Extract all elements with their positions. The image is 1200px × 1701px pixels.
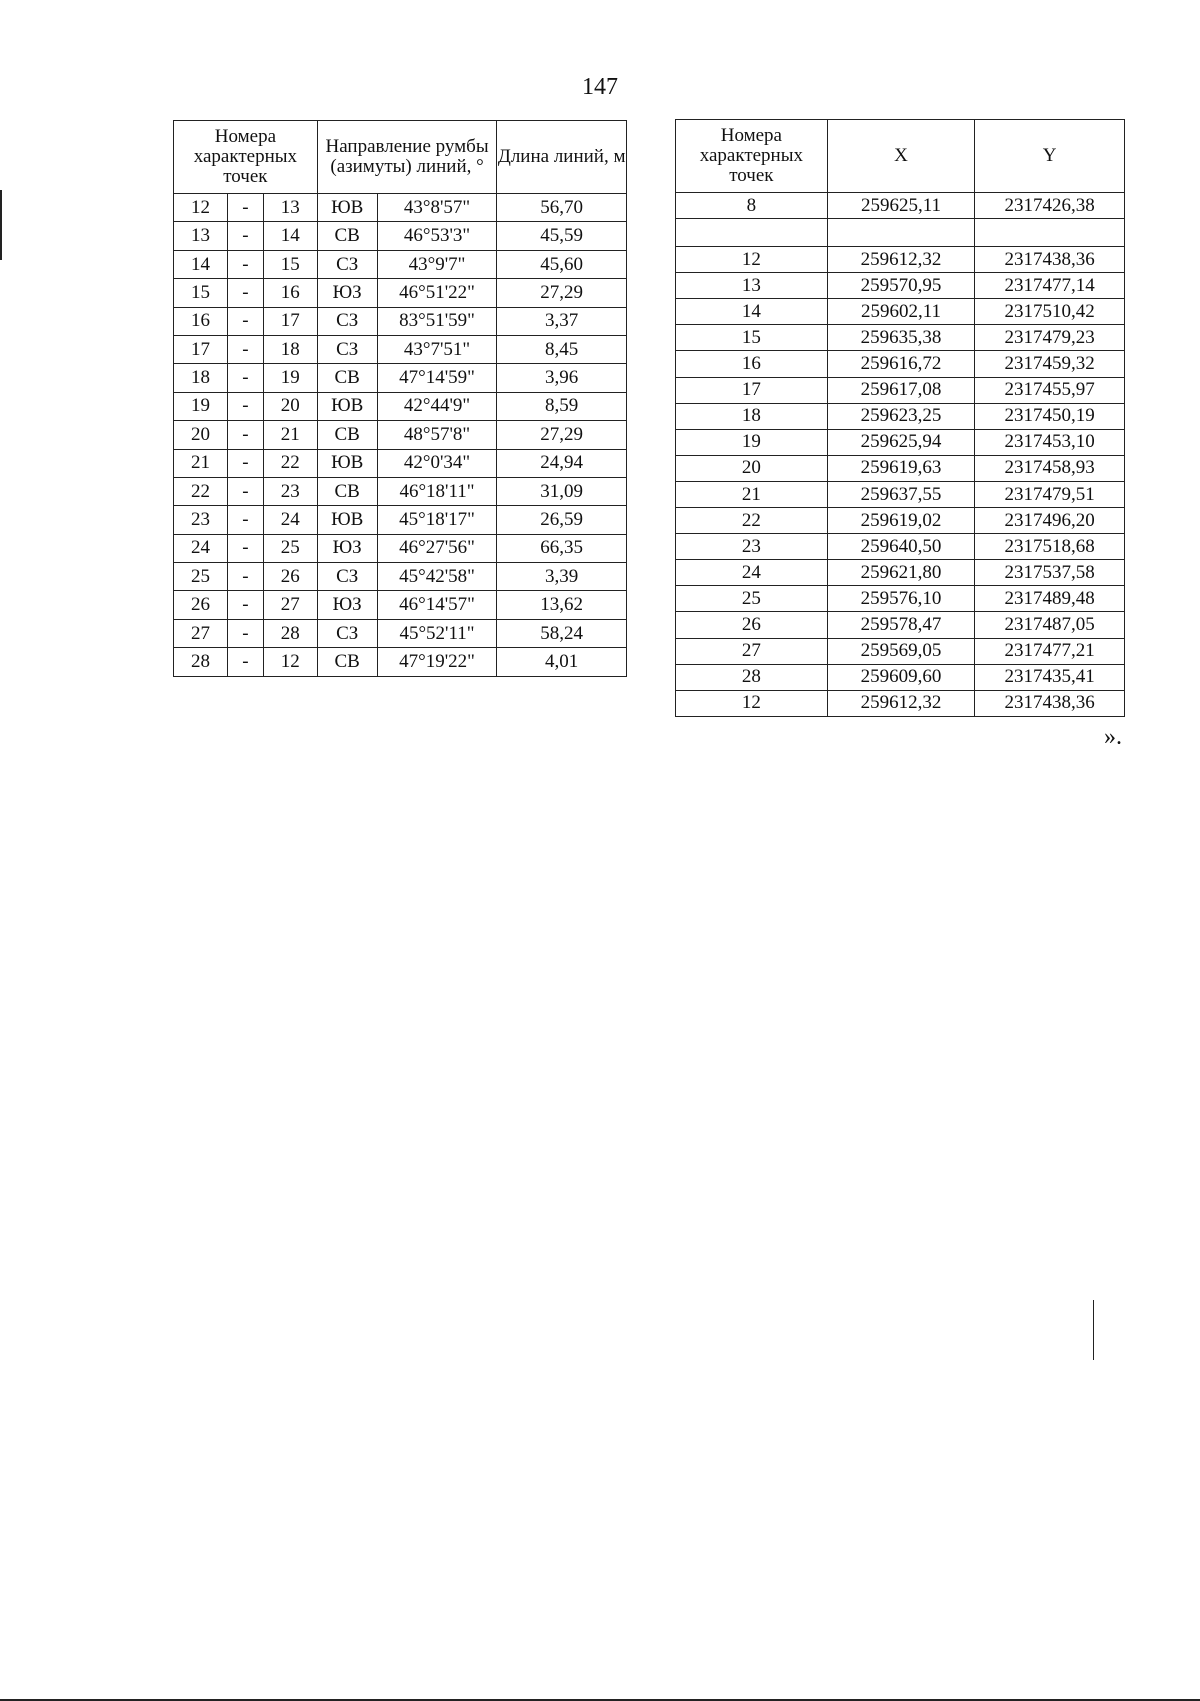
table-row <box>676 273 1125 299</box>
cell-to-point: 22 <box>263 449 317 477</box>
cell-to-point: 17 <box>263 307 317 335</box>
cell-azimuth: 43°7'51" <box>377 335 497 363</box>
cell-x: 259617,08 <box>827 377 975 403</box>
cell-rhumb: ЮВ <box>317 506 377 534</box>
table-row <box>676 299 1125 325</box>
cell-point: 28 <box>676 664 828 690</box>
table-row <box>174 619 627 647</box>
cell-rhumb: СВ <box>317 648 377 676</box>
cell-point: 27 <box>676 638 828 664</box>
cell-length: 66,35 <box>497 534 627 562</box>
cell-x: 259612,32 <box>827 247 975 273</box>
cell-length: 8,59 <box>497 392 627 420</box>
table-row <box>676 455 1125 481</box>
cell-x: 259570,95 <box>827 273 975 299</box>
header-direction: Направление румбы (азимуты) линий, ° <box>317 121 497 194</box>
table-row <box>174 421 627 449</box>
table-row <box>676 377 1125 403</box>
cell-from-point: 18 <box>174 364 228 392</box>
cell-x: 259621,80 <box>827 560 975 586</box>
cell-dash: - <box>227 194 263 222</box>
cell-length: 3,96 <box>497 364 627 392</box>
table-row <box>676 690 1125 716</box>
cell-from-point: 14 <box>174 250 228 278</box>
cell-to-point: 16 <box>263 279 317 307</box>
closing-quote: ». <box>1104 724 1122 750</box>
cell-point: 23 <box>676 534 828 560</box>
cell-y: 2317438,36 <box>975 690 1125 716</box>
cell-point: 17 <box>676 377 828 403</box>
cell-point: 14 <box>676 299 828 325</box>
cell-length: 31,09 <box>497 477 627 505</box>
table-row <box>676 481 1125 507</box>
cell-rhumb: СВ <box>317 477 377 505</box>
cell-rhumb: ЮЗ <box>317 534 377 562</box>
cell-dash: - <box>227 279 263 307</box>
cell-length: 3,39 <box>497 563 627 591</box>
table-row <box>174 591 627 619</box>
cell-from-point: 16 <box>174 307 228 335</box>
table-row <box>174 222 627 250</box>
cell-to-point: 18 <box>263 335 317 363</box>
cell-rhumb: СЗ <box>317 563 377 591</box>
cell-azimuth: 83°51'59" <box>377 307 497 335</box>
cell-dash: - <box>227 534 263 562</box>
table-row <box>174 534 627 562</box>
coordinates-table <box>675 119 1125 717</box>
cell-length: 45,59 <box>497 222 627 250</box>
cell-y: 2317518,68 <box>975 534 1125 560</box>
cell-dash: - <box>227 392 263 420</box>
table-row <box>676 638 1125 664</box>
cell-from-point: 28 <box>174 648 228 676</box>
coordinates-header-row <box>676 120 1125 193</box>
cell-length: 45,60 <box>497 250 627 278</box>
table-row <box>174 477 627 505</box>
cell-dash: - <box>227 619 263 647</box>
cell-y: 2317426,38 <box>975 193 1125 219</box>
cell-y: 2317510,42 <box>975 299 1125 325</box>
page-number: 147 <box>582 74 618 100</box>
cell-from-point: 24 <box>174 534 228 562</box>
cell-y: 2317487,05 <box>975 612 1125 638</box>
cell-to-point: 21 <box>263 421 317 449</box>
cell-dash: - <box>227 307 263 335</box>
table-row <box>676 351 1125 377</box>
cell-from-point: 20 <box>174 421 228 449</box>
scan-edge-right <box>1093 1300 1094 1360</box>
table-row <box>174 364 627 392</box>
cell-length: 27,29 <box>497 421 627 449</box>
cell-y: 2317479,23 <box>975 325 1125 351</box>
cell-to-point: 19 <box>263 364 317 392</box>
cell-x: 259609,60 <box>827 664 975 690</box>
cell-rhumb: СЗ <box>317 250 377 278</box>
cell-point: 19 <box>676 429 828 455</box>
cell-point: 20 <box>676 455 828 481</box>
cell-from-point: 15 <box>174 279 228 307</box>
cell-y: 2317453,10 <box>975 429 1125 455</box>
cell-azimuth: 46°53'3" <box>377 222 497 250</box>
cell-y: 2317479,51 <box>975 481 1125 507</box>
cell-dash: - <box>227 250 263 278</box>
cell-dash: - <box>227 591 263 619</box>
cell-y: 2317455,97 <box>975 377 1125 403</box>
cell-length: 58,24 <box>497 619 627 647</box>
header-point-numbers: Номера характерных точек <box>174 121 318 194</box>
cell-y: 2317435,41 <box>975 664 1125 690</box>
table-row <box>174 307 627 335</box>
cell-rhumb: СЗ <box>317 335 377 363</box>
header-point-numbers: Номера характерных точек <box>676 120 828 193</box>
cell-azimuth: 46°51'22" <box>377 279 497 307</box>
cell-x: 259619,02 <box>827 508 975 534</box>
cell-x: 259635,38 <box>827 325 975 351</box>
cell-point: 21 <box>676 481 828 507</box>
table-row <box>676 664 1125 690</box>
table-row <box>174 563 627 591</box>
cell-rhumb: ЮВ <box>317 392 377 420</box>
cell-azimuth: 48°57'8" <box>377 421 497 449</box>
cell-point: 22 <box>676 508 828 534</box>
table-row <box>676 560 1125 586</box>
cell-dash: - <box>227 648 263 676</box>
table-row <box>174 335 627 363</box>
cell-x <box>827 219 975 247</box>
coordinates-body <box>676 193 1125 717</box>
cell-x: 259640,50 <box>827 534 975 560</box>
table-row <box>676 508 1125 534</box>
cell-dash: - <box>227 364 263 392</box>
cell-to-point: 13 <box>263 194 317 222</box>
table-row <box>174 250 627 278</box>
cell-rhumb: ЮВ <box>317 449 377 477</box>
table-row <box>174 194 627 222</box>
cell-to-point: 14 <box>263 222 317 250</box>
table-row <box>174 279 627 307</box>
table-row <box>174 648 627 676</box>
cell-rhumb: СВ <box>317 421 377 449</box>
cell-x: 259616,72 <box>827 351 975 377</box>
cell-azimuth: 46°14'57" <box>377 591 497 619</box>
cell-rhumb: СЗ <box>317 619 377 647</box>
cell-point: 24 <box>676 560 828 586</box>
cell-y: 2317438,36 <box>975 247 1125 273</box>
table-row <box>676 612 1125 638</box>
cell-point: 15 <box>676 325 828 351</box>
cell-azimuth: 47°19'22" <box>377 648 497 676</box>
scan-edge-left <box>0 190 2 260</box>
cell-azimuth: 43°9'7" <box>377 250 497 278</box>
cell-point: 12 <box>676 690 828 716</box>
cell-dash: - <box>227 563 263 591</box>
cell-to-point: 24 <box>263 506 317 534</box>
cell-to-point: 20 <box>263 392 317 420</box>
cell-rhumb: ЮВ <box>317 194 377 222</box>
cell-rhumb: СЗ <box>317 307 377 335</box>
cell-y: 2317459,32 <box>975 351 1125 377</box>
cell-dash: - <box>227 421 263 449</box>
cell-point: 8 <box>676 193 828 219</box>
table-row <box>676 193 1125 219</box>
table-row <box>676 247 1125 273</box>
cell-x: 259625,11 <box>827 193 975 219</box>
cell-y: 2317537,58 <box>975 560 1125 586</box>
cell-dash: - <box>227 506 263 534</box>
cell-y <box>975 219 1125 247</box>
bearings-body <box>174 194 627 677</box>
table-row <box>174 506 627 534</box>
cell-x: 259625,94 <box>827 429 975 455</box>
table-row <box>676 534 1125 560</box>
bearings-table <box>173 120 627 677</box>
cell-length: 3,37 <box>497 307 627 335</box>
cell-point: 18 <box>676 403 828 429</box>
cell-azimuth: 43°8'57" <box>377 194 497 222</box>
cell-x: 259569,05 <box>827 638 975 664</box>
table-row <box>676 219 1125 247</box>
cell-rhumb: СВ <box>317 364 377 392</box>
cell-x: 259602,11 <box>827 299 975 325</box>
cell-point: 16 <box>676 351 828 377</box>
cell-dash: - <box>227 222 263 250</box>
cell-x: 259623,25 <box>827 403 975 429</box>
cell-length: 56,70 <box>497 194 627 222</box>
cell-length: 8,45 <box>497 335 627 363</box>
cell-point: 25 <box>676 586 828 612</box>
table-row <box>676 325 1125 351</box>
cell-azimuth: 46°27'56" <box>377 534 497 562</box>
cell-azimuth: 45°42'58" <box>377 563 497 591</box>
cell-length: 26,59 <box>497 506 627 534</box>
cell-rhumb: СВ <box>317 222 377 250</box>
header-x: X <box>827 120 975 193</box>
cell-azimuth: 46°18'11" <box>377 477 497 505</box>
cell-y: 2317458,93 <box>975 455 1125 481</box>
cell-y: 2317489,48 <box>975 586 1125 612</box>
cell-x: 259576,10 <box>827 586 975 612</box>
cell-from-point: 26 <box>174 591 228 619</box>
cell-to-point: 15 <box>263 250 317 278</box>
cell-from-point: 19 <box>174 392 228 420</box>
cell-x: 259619,63 <box>827 455 975 481</box>
table-row <box>676 403 1125 429</box>
cell-from-point: 25 <box>174 563 228 591</box>
cell-rhumb: ЮЗ <box>317 591 377 619</box>
cell-to-point: 27 <box>263 591 317 619</box>
cell-from-point: 22 <box>174 477 228 505</box>
cell-azimuth: 45°52'11" <box>377 619 497 647</box>
cell-to-point: 28 <box>263 619 317 647</box>
cell-point: 12 <box>676 247 828 273</box>
cell-y: 2317450,19 <box>975 403 1125 429</box>
cell-dash: - <box>227 449 263 477</box>
cell-y: 2317477,21 <box>975 638 1125 664</box>
table-row <box>676 586 1125 612</box>
table-row <box>174 392 627 420</box>
cell-x: 259578,47 <box>827 612 975 638</box>
cell-point: 13 <box>676 273 828 299</box>
cell-rhumb: ЮЗ <box>317 279 377 307</box>
cell-x: 259612,32 <box>827 690 975 716</box>
cell-length: 13,62 <box>497 591 627 619</box>
cell-length: 4,01 <box>497 648 627 676</box>
header-line-length: Длина линий, м <box>497 121 627 194</box>
cell-length: 24,94 <box>497 449 627 477</box>
table-row <box>676 429 1125 455</box>
cell-point: 26 <box>676 612 828 638</box>
cell-azimuth: 42°44'9" <box>377 392 497 420</box>
bearings-header-row <box>174 121 627 194</box>
cell-from-point: 27 <box>174 619 228 647</box>
cell-from-point: 21 <box>174 449 228 477</box>
header-y: Y <box>975 120 1125 193</box>
cell-to-point: 25 <box>263 534 317 562</box>
cell-length: 27,29 <box>497 279 627 307</box>
cell-to-point: 23 <box>263 477 317 505</box>
cell-dash: - <box>227 477 263 505</box>
cell-azimuth: 45°18'17" <box>377 506 497 534</box>
cell-to-point: 26 <box>263 563 317 591</box>
cell-point <box>676 219 828 247</box>
cell-from-point: 12 <box>174 194 228 222</box>
cell-from-point: 23 <box>174 506 228 534</box>
cell-azimuth: 47°14'59" <box>377 364 497 392</box>
table-row <box>174 449 627 477</box>
cell-y: 2317477,14 <box>975 273 1125 299</box>
cell-from-point: 13 <box>174 222 228 250</box>
cell-azimuth: 42°0'34" <box>377 449 497 477</box>
cell-from-point: 17 <box>174 335 228 363</box>
cell-y: 2317496,20 <box>975 508 1125 534</box>
cell-to-point: 12 <box>263 648 317 676</box>
cell-x: 259637,55 <box>827 481 975 507</box>
cell-dash: - <box>227 335 263 363</box>
